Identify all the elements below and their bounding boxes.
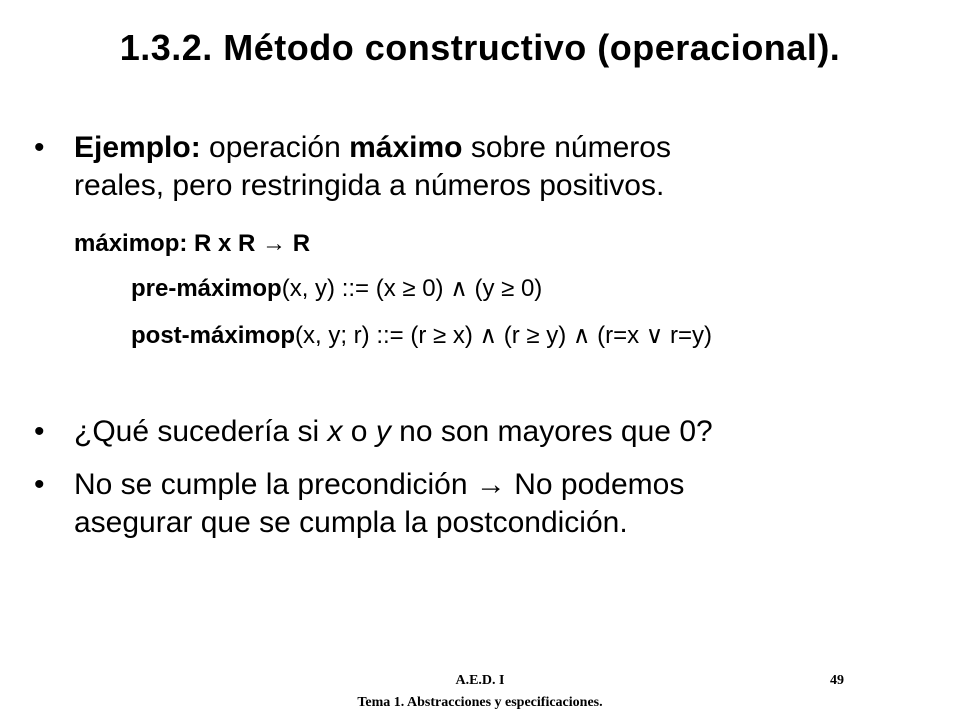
signature-line: máximop: R x R → R bbox=[74, 230, 311, 257]
precondition-name: pre-máximop bbox=[131, 275, 282, 302]
example-text-1: operación bbox=[200, 131, 350, 164]
footer-topic: Tema 1. Abstracciones y especificaciones. bbox=[357, 695, 603, 710]
example-line-2: reales, pero restringida a números positivos. bbox=[74, 169, 665, 202]
question-text-2: o bbox=[342, 415, 376, 448]
question-x: x bbox=[327, 415, 343, 448]
bullet-question bbox=[34, 413, 934, 451]
example-text-2: sobre números bbox=[462, 131, 671, 164]
bullet-answer-text bbox=[74, 466, 934, 542]
slide-title: 1.3.2. Método constructivo (operacional). bbox=[119, 27, 841, 68]
bullet-question-text bbox=[74, 413, 934, 451]
question-text-3: no son mayores que 0? bbox=[390, 415, 713, 448]
example-label: Ejemplo: bbox=[74, 131, 201, 164]
bullet-example-text bbox=[74, 129, 934, 205]
bullet-example bbox=[34, 129, 934, 205]
bullet-answer bbox=[34, 466, 934, 542]
question-y: y bbox=[375, 415, 391, 448]
bullet-marker: • bbox=[34, 131, 45, 164]
question-text-1: ¿Qué sucedería si bbox=[74, 415, 328, 448]
bullet-marker: • bbox=[34, 468, 45, 501]
footer-course: A.E.D. I bbox=[455, 673, 505, 688]
bullet-marker: • bbox=[34, 415, 45, 448]
postcondition-line bbox=[131, 321, 712, 351]
precondition-body: (x, y) ::= (x ≥ 0) ∧ (y ≥ 0) bbox=[281, 275, 543, 302]
answer-line-2: asegurar que se cumpla la postcondición. bbox=[74, 506, 628, 539]
answer-line-1: No se cumple la precondición → No podemos bbox=[74, 468, 685, 501]
postcondition-name: post-máximop bbox=[131, 322, 296, 349]
precondition-line bbox=[131, 274, 542, 304]
page-number: 49 bbox=[830, 673, 844, 688]
postcondition-body: (x, y; r) ::= (r ≥ x) ∧ (r ≥ y) ∧ (r=x ∨ r=y) bbox=[295, 322, 713, 349]
example-maximo: máximo bbox=[349, 131, 463, 164]
